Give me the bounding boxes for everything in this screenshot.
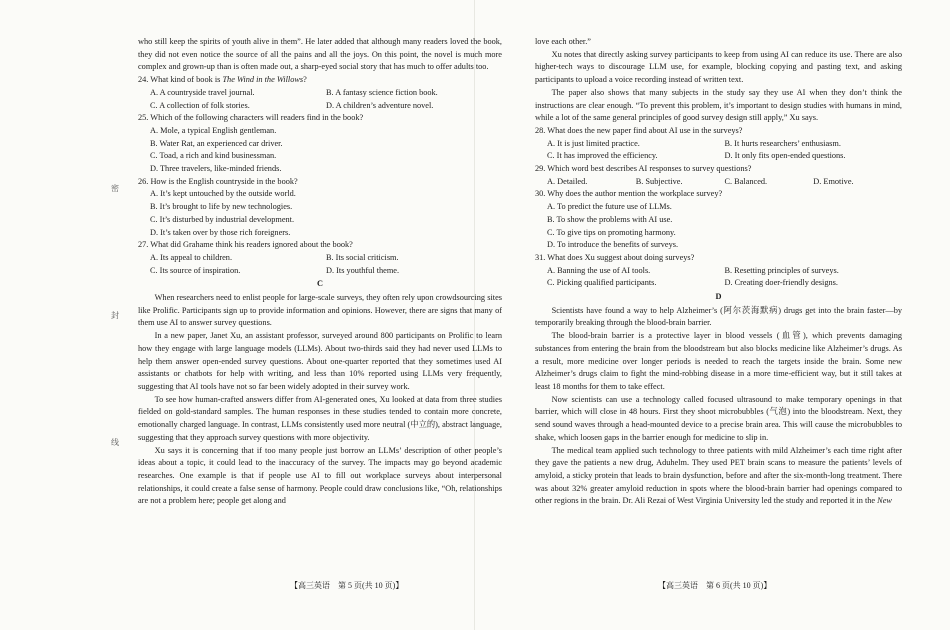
option-b[interactable]: B. It’s brought to life by new technologies. <box>150 202 293 212</box>
passage-d-paragraph: The blood-brain barrier is a protective layer in blood vessels (血管), which prevents damaging substances from entering the brain from the bloodstream but also blocks medicine like Alzheimer’s drugs. As a result, more medicine over longer periods is needed to reach the targets inside the brain. Some new Alzheimer’s drugs claim to fight the mind-robbing disease in a more time-efficient way, but it still takes at least 18 months for them to take effect. <box>535 331 902 391</box>
options <box>150 125 502 176</box>
question-stem: 29. Which word best describes AI responses to survey questions? <box>535 164 752 174</box>
option-b[interactable]: B. Its social criticism. <box>326 252 399 262</box>
question-29 <box>535 163 902 188</box>
passage-c-ending: love each other.” <box>535 37 591 46</box>
option-c[interactable]: C. It has improved the efficiency. <box>547 151 658 161</box>
option-a[interactable]: A. A countryside travel journal. <box>150 87 255 97</box>
option-c[interactable]: C. Its source of inspiration. <box>150 265 241 275</box>
option-b[interactable]: B. To show the problems with AI use. <box>547 214 673 224</box>
question-stem: 27. What did Grahame think his readers ignored about the book? <box>138 240 353 250</box>
option-b[interactable]: B. Subjective. <box>635 176 683 186</box>
passage-c-paragraph: Xu notes that directly asking survey participants to keep from using AI can reduce its use. There are also higher-tech ways to discourage LLM use, for example, blocking copying and pasting text, and asking participants to upload a voice recording instead of written text. <box>535 49 902 85</box>
option-d[interactable]: D. Creating doer-friendly designs. <box>724 278 838 288</box>
option-b[interactable]: B. A fantasy science fiction book. <box>326 87 438 97</box>
options <box>150 252 502 277</box>
passage-c-paragraph: When researchers need to enlist people for large-scale surveys, they often rely upon crowdsourcing sites like Prolific. Participants sign up to provide information and opinions. However, there are signs that many of them use AI to answer survey questions. <box>138 293 502 328</box>
option-c[interactable]: C. To give tips on promoting harmony. <box>547 227 676 237</box>
question-stem: 31. What does Xu suggest about doing surveys? <box>535 252 695 262</box>
option-c[interactable]: C. Picking qualified participants. <box>547 278 657 288</box>
option-a[interactable]: A. Banning the use of AI tools. <box>547 265 651 275</box>
option-a[interactable]: A. Mole, a typical English gentleman. <box>150 125 277 135</box>
option-d[interactable]: D. Three travelers, like-minded friends. <box>150 164 282 174</box>
option-c[interactable]: C. A collection of folk stories. <box>150 100 250 110</box>
right-page <box>475 0 950 630</box>
passage-d-paragraph <box>535 445 902 509</box>
question-stem: 24. What kind of book is <box>138 75 223 85</box>
section-heading-c: C <box>317 279 323 289</box>
question-24 <box>138 74 502 112</box>
gutter-mark-mi: 密 <box>111 184 119 193</box>
question-30 <box>535 188 902 252</box>
option-a[interactable]: A. It is just limited practice. <box>547 138 640 148</box>
question-stem: 28. What does the new paper find about AI use in the surveys? <box>535 125 743 135</box>
question-stem: 26. How is the English countryside in the book? <box>138 176 298 186</box>
gutter-mark-xian: 线 <box>111 438 119 447</box>
right-column <box>535 36 902 508</box>
book-title: The Wind in the Willows <box>222 75 304 85</box>
option-b[interactable]: B. Water Rat, an experienced car driver. <box>150 138 283 148</box>
question-stem: 25. Which of the following characters will readers find in the book? <box>138 113 364 123</box>
option-a[interactable]: A. Detailed. <box>547 176 588 186</box>
options <box>547 138 902 163</box>
option-b[interactable]: B. It hurts researchers’ enthusiasm. <box>724 138 841 148</box>
option-d[interactable]: D. It’s taken over by those rich foreigners. <box>150 227 291 237</box>
option-c[interactable]: C. Toad, a rich and kind businessman. <box>150 151 277 161</box>
option-d[interactable]: D. Emotive. <box>813 176 854 186</box>
left-column <box>138 36 502 508</box>
option-a[interactable]: A. It’s kept untouched by the outside world. <box>150 189 296 199</box>
question-27 <box>138 239 502 277</box>
option-b[interactable]: B. Resetting principles of surveys. <box>724 265 839 275</box>
options <box>150 188 502 239</box>
journal-name-start: New <box>877 496 892 506</box>
option-d[interactable]: D. It only fits open-ended questions. <box>724 151 846 161</box>
option-c[interactable]: C. Balanced. <box>724 176 768 186</box>
page-footer: 【高三英语 第 5 页(共 10 页)】 <box>290 581 404 590</box>
question-25 <box>138 112 502 176</box>
passage-c-paragraph: In a new paper, Janet Xu, an assistant professor, surveyed around 800 participants on Prolific to learn how they engage with large language models (LLMs). About two-thirds said they had never used LLMs to help them answer open-ended survey questions. About one-quarter reported that they sometimes used AI assistants or chatbots for help with writing, and less than 10% reported using LLMs very frequently, suggesting that AI tools have not so far been widely adopted in their survey work. <box>138 331 502 391</box>
option-d[interactable]: D. Its youthful theme. <box>326 265 400 275</box>
passage-b-ending: who still keep the spirits of youth alive in them”. He later added that although many readers loved the book, they did not even notice the source of all the pains and all the joys. On this point, the novel is much more complex and grown-up than is often made out, a sharp-eyed social story that has much to offer adults too. <box>138 37 502 72</box>
paragraph-text: The medical team applied such technology to three patients with mild Alzheimer’s each time right after they gave the patients a new drug, Aduhelm. They used PET brain scans to measure the patients’ levels of amyloid, a sticky protein that leads to brain dysfunction, before and after the six-month-long treatment. There was about 32% greater amyloid reduction in spots where the blood-brain barrier had openings compared to other regions in the brain. Dr. Ali Rezai of West Virginia University led the study and reported it in the <box>535 445 902 506</box>
passage-c-paragraph: The paper also shows that many subjects in the study say they use AI when they don’t think the instructions are clear enough. “To prevent this problem, it’s important to design studies with humans in mind, while a lot of the same general principles of good survey design still apply,” Xu says. <box>535 87 902 123</box>
option-a[interactable]: A. Its appeal to children. <box>150 252 233 262</box>
page-footer: 【高三英语 第 6 页(共 10 页)】 <box>658 581 772 590</box>
question-26 <box>138 176 502 240</box>
options <box>547 265 902 290</box>
option-d[interactable]: D. A children’s adventure novel. <box>326 100 434 110</box>
question-stem: 30. Why does the author mention the workplace survey? <box>535 189 723 199</box>
option-c[interactable]: C. It’s disturbed by industrial development. <box>150 214 295 224</box>
question-stem-end: ? <box>303 75 307 85</box>
question-31 <box>535 252 902 290</box>
option-d[interactable]: D. To introduce the benefits of surveys. <box>547 240 679 250</box>
passage-d-paragraph: Scientists have found a way to help Alzheimer’s (阿尔茨海默病) drugs get into the brain faster—by temporarily breaking through the blood-brain barrier. <box>535 305 902 328</box>
options <box>547 201 902 252</box>
options <box>547 176 902 189</box>
options <box>150 87 502 112</box>
option-a[interactable]: A. To predict the future use of LLMs. <box>547 202 672 212</box>
gutter-mark-feng: 封 <box>111 311 119 320</box>
section-heading-d: D <box>715 292 722 302</box>
passage-d-paragraph: Now scientists can use a technology called focused ultrasound to make temporary openings in that barrier, which will close in 48 hours. First they shoot microbubbles (气泡) into the bloodstream. Next, they send sound waves through a head-mounted device to a precise brain area. This will cause the microbubbles to shake, which loosen gaps in the barrier enough for medicine to slip in. <box>535 394 902 442</box>
passage-c-paragraph: To see how human-crafted answers differ from AI-generated ones, Xu looked at data from three studies fielded on gold-standard samples. The human responses in these studies tended to contain more concrete, emotionally charged language. In contrast, LLMs consistently used more neutral (中立的), abstract language, suggesting that they approach survey questions with more objectivity. <box>138 394 502 442</box>
passage-c-paragraph: Xu says it is concerning that if too many people just borrow an LLMs’ description of other people’s ideas about a topic, it could lead to the inaccuracy of the survey. The impacts may go beyond academic researches. One example is that if people use AI to fill out workplace surveys about interpersonal relationships, it could create a false sense of harmony. People could draw conclusions like, “Oh, relationships are not a problem here; people get along and <box>138 445 502 506</box>
question-28 <box>535 125 902 163</box>
